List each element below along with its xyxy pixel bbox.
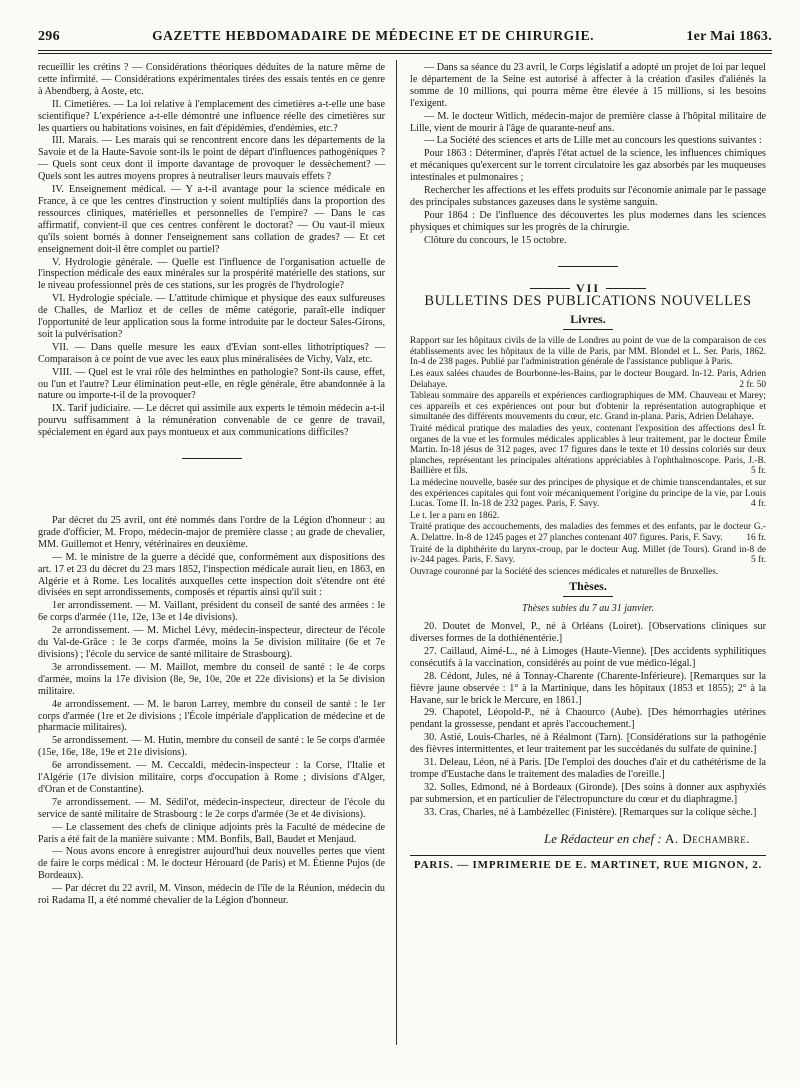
book-price: 16 fr. (746, 532, 766, 543)
theses-heading: Thèses. (410, 581, 766, 597)
paragraph: 1er arrondissement. — M. Vaillant, président du conseil de santé des armées : le 6e corps d'armée (11e, 12e, 13e et 14e divisions). (38, 600, 385, 624)
paragraph: — M. le docteur Witlich, médecin-major de première classe à l'hôpital militaire de Lille, vient de mourir à l'âge de quarante-neuf ans. (410, 110, 766, 134)
livres-heading: Livres. (410, 314, 766, 330)
paragraph: VIII. — Quel est le vrai rôle des helminthes en pathologie? Sont-ils cause, effet, ou l'un et l'autre? Leur élimination peut-elle, en règle générale, être abandonnée à la nature ou importe-t-il de la provoquer? (38, 366, 385, 402)
book-text: Traité médical pratique des maladies des yeux, contenant l'exposition des affections des organes de la vue et les formules médicales applicables à leur traitement, par le docteur Émile Martin. In-18 jésus de 312 pages, avec 17 figures dans le texte et 10 dessins coloriés sur deux planches, représentant les principales altérations appréciables à l'ophthalmoscope. Paris, J.-B. Baillière et fils. (410, 423, 766, 477)
book-entry (410, 567, 766, 578)
book-entry (410, 545, 766, 566)
paragraph: — Par décret du 22 avril, M. Vinson, médecin de l'île de la Réunion, médecin du roi Radama II, a été nommé chevalier de la Légion d'honneur. (38, 883, 385, 907)
header-rule (38, 50, 772, 51)
book-entry (410, 391, 766, 433)
paragraph: IX. Tarif judiciaire. — Le décret qui assimile aux experts le témoin médecin a-t-il pourvu suffisamment à la rémunération convenable de ce genre de travail, spécialement en égard aux pays montueux et aux communications difficiles? (38, 403, 385, 439)
paragraph: Pour 1863 : Déterminer, d'après l'état actuel de la science, les influences chimiques et mécaniques qu'exercent sur le torrent circulatoire les gaz absorbés par les muqueuses intestinales et pulmonaires ; (410, 148, 766, 184)
column-divider (396, 60, 397, 1045)
section-number: VII (410, 283, 766, 295)
paragraph: VI. Hydrologie spéciale. — L'attitude chimique et physique des eaux sulfureuses de Challes, de Marlioz et de celles de même catégorie, paraît-elle indiquer l'opportunité de leur application sous la forme introduite par le docteur Sales-Girons, soit la pulvérisation? (38, 293, 385, 340)
thesis-entry: 32. Solles, Edmond, né à Bordeaux (Gironde). [Des soins à donner aux asphyxiés par submersion, et en particulier de l'électropuncture du cœur et du diaphragme.] (410, 781, 766, 805)
paragraph: Pour 1864 : De l'influence des découvertes les plus modernes dans les sciences physiques et chimiques sur les progrès de la chirurgie. (410, 209, 766, 233)
book-text: Tableau sommaire des appareils et expériences cardiographiques de MM. Chauveau et Marey; ces appareils et ces expériences ont pour but d'obtenir la représentation autographique et simultanée des différents mouvements du cœur, etc. Grand in-plana. Paris, Adrien Delahaye. (410, 391, 766, 423)
congress-questions (38, 62, 385, 439)
paragraph: IV. Enseignement médical. — Y a-t-il avantage pour la science médicale en France, à ce que les centres d'instruction y soient multipliés dans la proportion des ressources cliniques, matérielles et personnelles de l'empire? — Dans le cas affirmatif, convient-il que ces centres confèrent le doctorat? — Ou vaut-il mieux qu'ils soient bornés à donner l'enseignement sans collation de grades? — Et cet enseignement doit-il être complet ou partiel? (38, 184, 385, 255)
theses-list (410, 621, 766, 819)
thesis-entry: 30. Astié, Louis-Charles, né à Réalmont (Tarn). [Considérations sur la pathogénie des fièvres intermittentes, et leur traitement par les succédanés du sulfate de quinine.] (410, 732, 766, 756)
editor-name: A. Dechambre. (664, 830, 750, 846)
paragraph: Clôture du concours, le 15 octobre. (424, 234, 567, 246)
section-end-rule (38, 451, 385, 463)
issue-date: 1er Mai 1863. (686, 29, 772, 44)
printer-imprint: PARIS. — IMPRIMERIE DE E. MARTINET, RUE MIGNON, 2. (413, 858, 763, 871)
book-entry (410, 511, 766, 522)
thesis-entry: 31. Deleau, Léon, né à Paris. [De l'emploi des douches d'air et du cathétérisme de la trompe d'Eustache dans le traitement des maladies de l'oreille.] (410, 757, 766, 780)
thesis-entry: 28. Cédont, Jules, né à Tonnay-Charente (Charente-Inférieure). [Remarques sur la fièvre jaune observée : 1° à la Martinique, dans les hôpitaux (1853 et 1855); 2° à la Havane, sur le brick le Mercure, en 1861.] (410, 670, 766, 706)
book-entry (410, 522, 766, 543)
book-entry (410, 336, 766, 368)
paragraph: — Le classement des chefs de clinique adjoints près la Faculté de médecine de Paris a été fait de la manière suivante : MM. Bonfils, Ball, Baudet et Menjaud. (38, 821, 385, 845)
book-price: 2 fr. 50 (739, 379, 766, 390)
page-number: 296 (38, 29, 60, 44)
paragraph: Par décret du 25 avril, ont été nommés dans l'ordre de la Légion d'honneur : au grade d'officier, M. Fropo, médecin-major de première classe ; au grade de chevalier, MM. Guillemot et Henry, vétérinaires en deuxième. (38, 515, 385, 550)
section-end-rule-right (410, 259, 766, 271)
paragraph: II. Cimetières. — La loi relative à l'emplacement des cimetières a-t-elle une base scientifique? L'expérience a-t-elle démontré une influence réelle des cimetières sur les quartiers ou habitations voisines, en fait d'épidémies, d'endémies, etc.? (38, 98, 385, 134)
thesis-entry: 33. Cras, Charles, né à Lambézellec (Finistère). [Remarques sur la colique sèche.] (424, 806, 757, 818)
journal-title: GAZETTE HEBDOMADAIRE DE MÉDECINE ET DE CHIRURGIE. (152, 28, 595, 43)
imprint-rule (410, 855, 766, 856)
book-price: 1 fr. (751, 422, 766, 433)
news-items (38, 515, 385, 907)
paragraph: Rechercher les affections et les effets produits sur l'économie animale par le passage des principales substances gazeuses dans le système sanguin. (410, 185, 766, 208)
paragraph: V. Hydrologie générale. — Quelle est l'influence de l'organisation actuelle de l'inspection médicale des eaux minérales sur la prospérité matérielle des stations, sur le niveau professionnel près de ces stations, sur les progrès de l'hydrologie? (38, 256, 385, 292)
book-text: Traité pratique des accouchements, des maladies des femmes et des enfants, par le docteur G.-A. Delattre. In-8 de 1245 pages et 27 planches contenant 407 figures. Paris, F. Savy. (410, 522, 766, 543)
section-title: BULLETINS DES PUBLICATIONS NOUVELLES (424, 293, 752, 310)
book-text: Rapport sur les hôpitaux civils de la ville de Londres au point de vue de la comparaison de ces établissements avec les hôpitaux de la ville de Paris, par MM. Blondel et L. Ser. Paris, 1862. In-4 de 238 pages. Publié par l'administration générale de l'assistance publique à Paris. (410, 336, 766, 368)
book-text: La médecine nouvelle, basée sur des principes de physique et de chimie transcendantales, et sur des expériences capitales qui font voir mécaniquement l'origine du principe de la vie, par Louis Lucas. Tome II. In-18 de 232 pages. Paris, F. Savy. (410, 477, 766, 510)
book-entry (410, 424, 766, 477)
paragraph: 6e arrondissement. — M. Ceccaldi, médecin-inspecteur : la Corse, l'Italie et l'Algérie (17e division militaire, corps d'occupation à Rome ; divisions d'Alger, d'Oran et de Constantine). (38, 760, 385, 795)
paragraph: 4e arrondissement. — M. le baron Larrey, membre du conseil de santé : le 1er corps d'armée (1re et 2e divisions ; l'École impériale d'application de médecine et de pharmacie militaires). (38, 698, 385, 734)
book-entry (410, 478, 766, 510)
paragraph: — Dans sa séance du 23 avril, le Corps législatif a adopté un projet de loi par lequel le département de la Seine est autorisé à affecter à la création d'asiles d'aliénés la somme de 10 millions, qui pourra même être élevée à 15 millions, si les besoins l'exigent. (410, 62, 766, 109)
book-text: Traité de la diphthérite du larynx-croup, par le docteur Aug. Millet (de Tours). Grand in-8 de iv-244 pages. Paris, F. Savy. (410, 544, 766, 566)
right-column (410, 62, 766, 871)
paragraph: 3e arrondissement. — M. Maillot, membre du conseil de santé : le 4e corps d'armée, moins la 17e division (8e, 9e, 10e, 20e et 22e divisions) et la 5e division militaire. (38, 661, 385, 697)
news-items-right (410, 62, 766, 247)
book-text: Les eaux salées chaudes de Bourbonne-les-Bains, par le docteur Bougard. In-12. Paris, Adrien Delahaye. (410, 369, 766, 390)
book-price: 4 fr. (751, 499, 766, 510)
thesis-entry: 20. Doutet de Monvel, P., né à Orléans (Loiret). [Observations cliniques sur diverses formes de la dothiénentérie.] (410, 621, 766, 644)
paragraph: recueillir les crétins ? — Considérations théoriques déduites de la nature même de cette infirmité. — Considérations expérimentales tirées des essais tentés en ce genre à Abendberg, à Aoste, etc. (38, 62, 385, 97)
book-text: Ouvrage couronné par la Société des sciences médicales et naturelles de Bruxelles. (410, 566, 719, 577)
editor-label: Le Rédacteur en chef : (544, 830, 662, 846)
book-price: 5 fr. (751, 466, 766, 477)
page-header (38, 28, 772, 48)
editor-signature (410, 830, 766, 846)
book-price: 5 fr. (751, 555, 766, 566)
paragraph: — M. le ministre de la guerre a décidé que, conformément aux dispositions des art. 17 et 23 du décret du 23 mars 1852, l'inspection médicale aurait lieu, en 1863, en Algérie et à Rome. Les localités auxquelles cette inspection doit s'étendre ont été divisées en sept arrondissements, composés et répartis ainsi qu'il suit : (38, 551, 385, 599)
paragraph: — La Société des sciences et arts de Lille met au concours les questions suivantes : (424, 135, 762, 147)
livres-list (410, 336, 766, 577)
thesis-entry: 27. Caillaud, Aimé-L., né à Limoges (Haute-Vienne). [Des accidents syphilitiques consécutifs à la vaccination, considérés au point de vue médico-légal.] (410, 645, 766, 669)
paragraph: 7e arrondissement. — M. Sédil'ot, médecin-inspecteur, directeur de l'école du service de santé militaire de Strasbourg : le 2e corps d'armée (3e et 4e divisions). (38, 796, 385, 820)
theses-intro: Thèses subies du 7 au 31 janvier. (522, 603, 654, 615)
paragraph: III. Marais. — Les marais qui se rencontrent encore dans les départements de la Savoie et de la Haute-Savoie sont-ils le point de départ d'influences pathogéniques ? — Quels sont ceux dont il importe davantage de provoquer le dessèchement? — Quels sont les autres moyens propres à neutraliser leurs mauvais effets ? (38, 135, 385, 183)
header-rule-double (38, 53, 772, 54)
paragraph: 5e arrondissement. — M. Hutin, membre du conseil de santé : le 5e corps d'armée (15e, 16e, 18e, 19e et 21e divisions). (38, 735, 385, 759)
paragraph: — Nous avons encore à enregistrer aujourd'hui deux nouvelles pertes que vient de faire le corps médical : M. le docteur Hérouard (de Paris) et M. Étienne Pujos (de Bordeaux). (38, 846, 385, 882)
thesis-entry: 29. Chapotel, Léopold-P., né à Chaourco (Aube). [Des hémorrhagies utérines pendant la grossesse, pendant et après l'accouchement.] (410, 707, 766, 731)
paragraph: VII. — Dans quelle mesure les eaux d'Evian sont-elles lithotriptiques? — Comparaison à ce point de vue avec les eaux plus minéralisées de Vichy, Valz, etc. (38, 341, 385, 365)
paragraph: 2e arrondissement. — M. Michel Lévy, médecin-inspecteur, directeur de l'école du Val-de-Grâce : le 3e corps d'armée, moins la 5e division militaire (6e et 7e divisions) ; l'école du service de santé militaire de Strasbourg). (38, 625, 385, 660)
left-column (38, 62, 385, 908)
book-text: Le t. Ier a paru en 1862. (410, 510, 500, 521)
book-entry (410, 369, 766, 390)
